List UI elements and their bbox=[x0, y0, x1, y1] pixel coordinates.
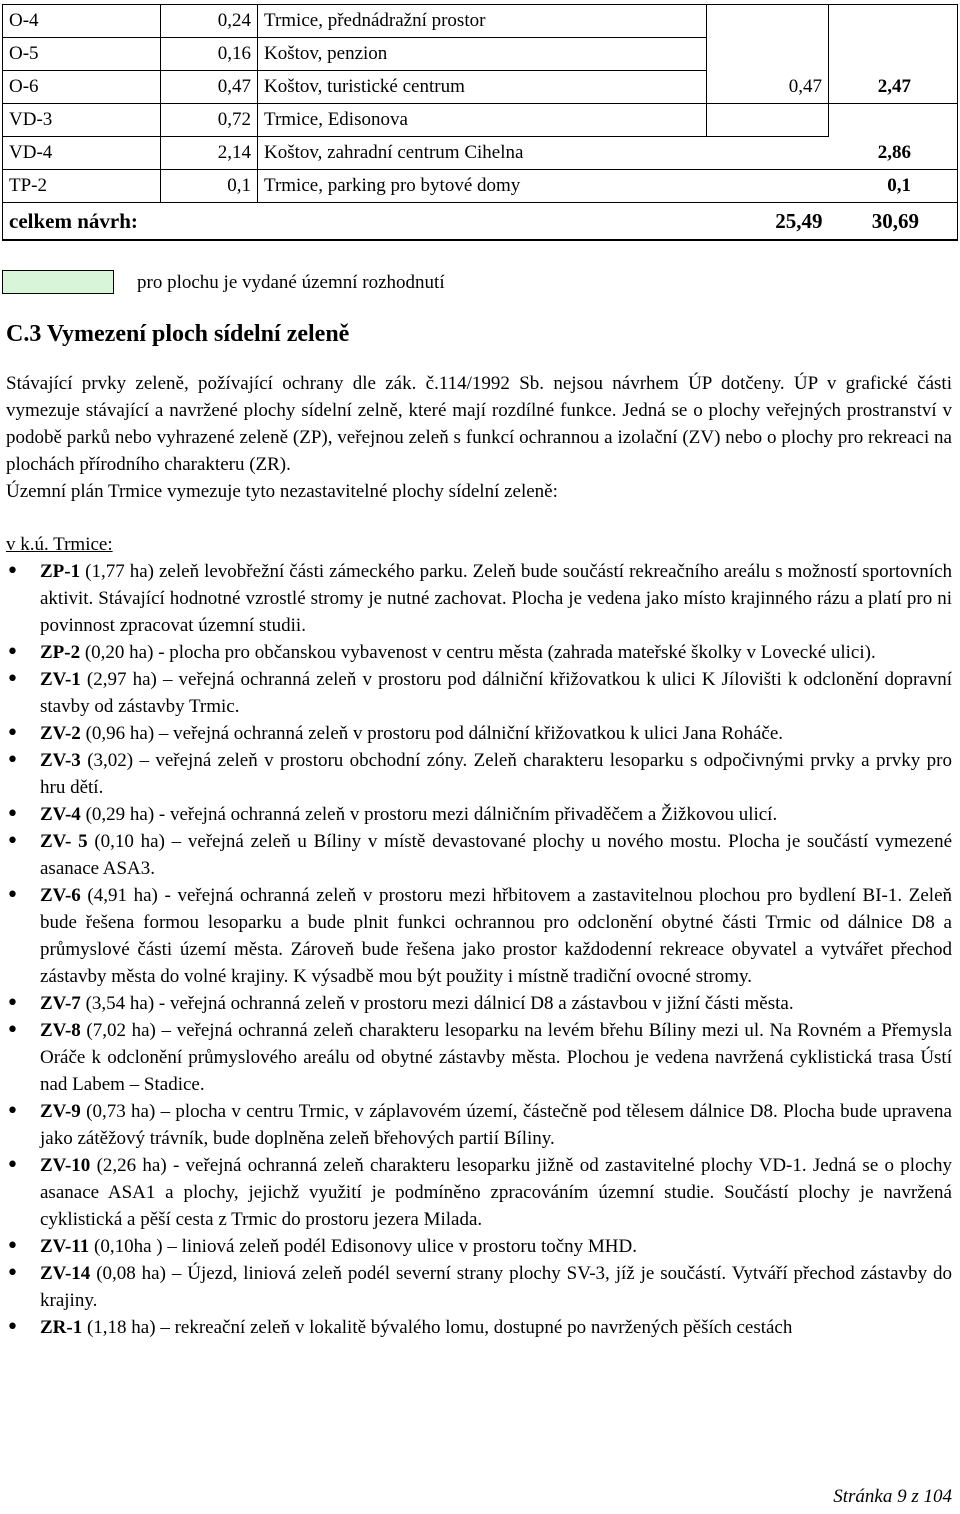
zone-description: (7,02 ha) – veřejná ochranná zeleň charakteru lesoparku na levém břehu Bíliny mezi ul. Na Rovném a Přemysla Oráče k odclonění průmyslového areálu od obytné zástavby města. Plochou je vedena navržená cyklistická trasa Ústí nad Labem – Stadice. bbox=[40, 1020, 952, 1095]
intro-paragraph-2: Územní plán Trmice vymezuje tyto nezastavitelné plochy sídelní zeleně: bbox=[6, 481, 558, 502]
cell-code: VD-3 bbox=[3, 104, 161, 137]
zone-description: (0,29 ha) - veřejná ochranná zeleň v prostoru mezi dálničním přivaděčem a Žižkovou ulicí. bbox=[80, 804, 778, 825]
section-body bbox=[6, 370, 952, 1341]
zone-description: (1,77 ha) zeleň levobřežní části zámeckého parku. Zeleň bude součástí rekreačního areálu s možností sportovních aktivit. Stávající hodnotné vzrostlé stromy je nutné zachovat. Plocha je vedena jako místo krajinného rázu a platí pro ni povinnost zpracovat územní studii. bbox=[40, 561, 952, 636]
table-row bbox=[3, 104, 958, 137]
zone-description: (0,96 ha) – veřejná ochranná zeleň v prostoru pod dálniční křižovatkou k ulici Jana Roháče. bbox=[80, 723, 784, 744]
zone-description: (0,08 ha) – Újezd, liniová zeleň podél severní strany plochy SV-3, jíž je součástí. Vytváří přechod zástavby do krajiny. bbox=[40, 1263, 952, 1311]
zone-description: (1,18 ha) – rekreační zeleň v lokalitě bývalého lomu, dostupné po navržených pěších cestách bbox=[82, 1317, 793, 1338]
zone-code: ZV-10 bbox=[40, 1155, 91, 1176]
zone-list bbox=[6, 558, 952, 1341]
area-table bbox=[2, 4, 958, 241]
cell-code: VD-4 bbox=[3, 137, 161, 170]
table-row bbox=[3, 38, 958, 71]
zone-description: (0,10ha ) – liniová zeleň podél Edisonovy ulice v prostoru točny MHD. bbox=[89, 1236, 637, 1257]
zone-description: (0,20 ha) - plocha pro občanskou vybavenost v centru města (zahrada mateřské školky v Lovecké ulici). bbox=[80, 642, 876, 663]
cell-code: O-4 bbox=[3, 5, 161, 38]
zone-code: ZV-4 bbox=[40, 804, 81, 825]
zone-code: ZR-1 bbox=[40, 1317, 83, 1338]
total-all: 30,69 bbox=[829, 203, 958, 241]
zone-description: (0,73 ha) – plocha v centru Trmic, v záplavovém území, částečně pod tělesem dálnice D8. Plocha bude upravena jako zátěžový trávník, bude doplněna zeleň břehových partií Bíliny. bbox=[40, 1101, 952, 1149]
cell-code: O-6 bbox=[3, 71, 161, 104]
legend-text: pro plochu je vydané územní rozhodnutí bbox=[137, 272, 445, 293]
cell-name: Trmice, Edisonova bbox=[258, 104, 707, 137]
cell-area: 0,24 bbox=[161, 5, 258, 38]
list-item bbox=[6, 1017, 952, 1098]
cell-name: Koštov, turistické centrum bbox=[258, 71, 707, 104]
cell-area: 2,14 bbox=[161, 137, 258, 170]
list-item bbox=[6, 882, 952, 990]
cell-sub bbox=[707, 170, 829, 203]
total-sub: 25,49 bbox=[707, 203, 829, 241]
cell-total: 0,1 bbox=[829, 170, 958, 203]
zone-code: ZP-1 bbox=[40, 561, 81, 582]
zone-code: ZV-1 bbox=[40, 669, 81, 690]
page-footer: Stránka 9 z 104 bbox=[833, 1486, 952, 1507]
zone-code: ZV-2 bbox=[40, 723, 81, 744]
cell-sub bbox=[707, 104, 829, 137]
cell-name: Koštov, zahradní centrum Cihelna bbox=[258, 137, 707, 170]
cell-sub bbox=[707, 137, 829, 170]
cell-area: 0,47 bbox=[161, 71, 258, 104]
total-label: celkem návrh: bbox=[3, 203, 707, 241]
section-heading: C.3 Vymezení ploch sídelní zeleně bbox=[6, 321, 350, 347]
table-row bbox=[3, 71, 958, 104]
cell-total bbox=[829, 38, 958, 71]
list-item bbox=[6, 828, 952, 882]
zone-code: ZV-6 bbox=[40, 885, 81, 906]
cell-area: 0,1 bbox=[161, 170, 258, 203]
cell-sub bbox=[707, 5, 829, 38]
legend-swatch bbox=[2, 270, 114, 294]
list-item bbox=[6, 558, 952, 639]
zone-code: ZV-9 bbox=[40, 1101, 81, 1122]
list-item bbox=[6, 1233, 952, 1260]
cell-area: 0,72 bbox=[161, 104, 258, 137]
list-item bbox=[6, 1152, 952, 1233]
zone-description: (2,26 ha) - veřejná ochranná zeleň charakteru lesoparku jižně od zastavitelné plochy VD-1. Jedná se o plochy asanace ASA1 a plochy, jejichž využití je podmíněno zpracováním územní studie. Součástí plochy je navržená cyklistická a pěší cesta z Trmic do prostoru jezera Milada. bbox=[40, 1155, 952, 1230]
cell-total bbox=[829, 104, 958, 137]
subheading: v k.ú. Trmice: bbox=[6, 534, 113, 555]
zone-code: ZV-3 bbox=[40, 750, 81, 771]
cell-total: 2,47 bbox=[829, 71, 958, 104]
cell-sub: 0,47 bbox=[707, 71, 829, 104]
zone-description: (3,54 ha) - veřejná ochranná zeleň v prostoru mezi dálnicí D8 a zástavbou v jižní části města. bbox=[80, 993, 794, 1014]
cell-name: Koštov, penzion bbox=[258, 38, 707, 71]
zone-code: ZV-8 bbox=[40, 1020, 81, 1041]
cell-total: 2,86 bbox=[829, 137, 958, 170]
cell-code: O-5 bbox=[3, 38, 161, 71]
zone-description: (4,91 ha) - veřejná ochranná zeleň v prostoru mezi hřbitovem a zastavitelnou plochou pro bydlení BI-1. Zeleň bude řešena formou lesoparku a bude plnit funkci ochrannou pro odclonění obytné části Trmic od dálnice D8 a průmyslové části území města. Zároveň bude řešena jako prostor každodenní rekreace obyvatel a vytvářet přechod zástavby města do volné krajiny. K výsadbě mou být použity i místně tradiční ovocné stromy. bbox=[40, 885, 952, 987]
zone-code: ZV- 5 bbox=[40, 831, 88, 852]
table-total-row bbox=[3, 203, 958, 241]
list-item bbox=[6, 1260, 952, 1314]
cell-name: Trmice, parking pro bytové domy bbox=[258, 170, 707, 203]
list-item bbox=[6, 639, 952, 666]
list-item bbox=[6, 1098, 952, 1152]
zone-code: ZV-7 bbox=[40, 993, 81, 1014]
cell-sub bbox=[707, 38, 829, 71]
intro-paragraph: Stávající prvky zeleně, požívající ochrany dle zák. č.114/1992 Sb. nejsou návrhem ÚP dotčeny. ÚP v grafické části vymezuje stávající a navržené plochy sídelní zelně, které mají rozdílné funkce. Jedná se o plochy veřejných prostranství v podobě parků nebo vyhrazené zeleně (ZP), veřejnou zeleň s funkcí ochrannou a izolační (ZV) nebo o plochy pro rekreaci na plochách přírodního charakteru (ZR). bbox=[6, 373, 952, 475]
zone-code: ZV-11 bbox=[40, 1236, 90, 1257]
cell-area: 0,16 bbox=[161, 38, 258, 71]
zone-description: (0,10 ha) – veřejná zeleň u Bíliny v místě devastované plochy u nového mostu. Plocha je součástí vymezené asanace ASA3. bbox=[40, 831, 953, 879]
cell-code: TP-2 bbox=[3, 170, 161, 203]
list-item bbox=[6, 720, 952, 747]
table-row bbox=[3, 5, 958, 38]
list-item bbox=[6, 747, 952, 801]
zone-code: ZP-2 bbox=[40, 642, 81, 663]
list-item bbox=[6, 801, 952, 828]
table-row bbox=[3, 170, 958, 203]
table-row bbox=[3, 137, 958, 170]
list-item bbox=[6, 1314, 952, 1341]
cell-total bbox=[829, 5, 958, 38]
zone-description: (2,97 ha) – veřejná ochranná zeleň v prostoru pod dálniční křižovatkou k ulici K Jílovišti k odclonění dopravní stavby od zástavby Trmic. bbox=[40, 669, 952, 717]
list-item bbox=[6, 666, 952, 720]
cell-name: Trmice, přednádražní prostor bbox=[258, 5, 707, 38]
zone-code: ZV-14 bbox=[40, 1263, 91, 1284]
list-item bbox=[6, 990, 952, 1017]
zone-description: (3,02) – veřejná zeleň v prostoru obchodní zóny. Zeleň charakteru lesoparku s odpočivnými prvky a prvky pro hru dětí. bbox=[40, 750, 952, 798]
